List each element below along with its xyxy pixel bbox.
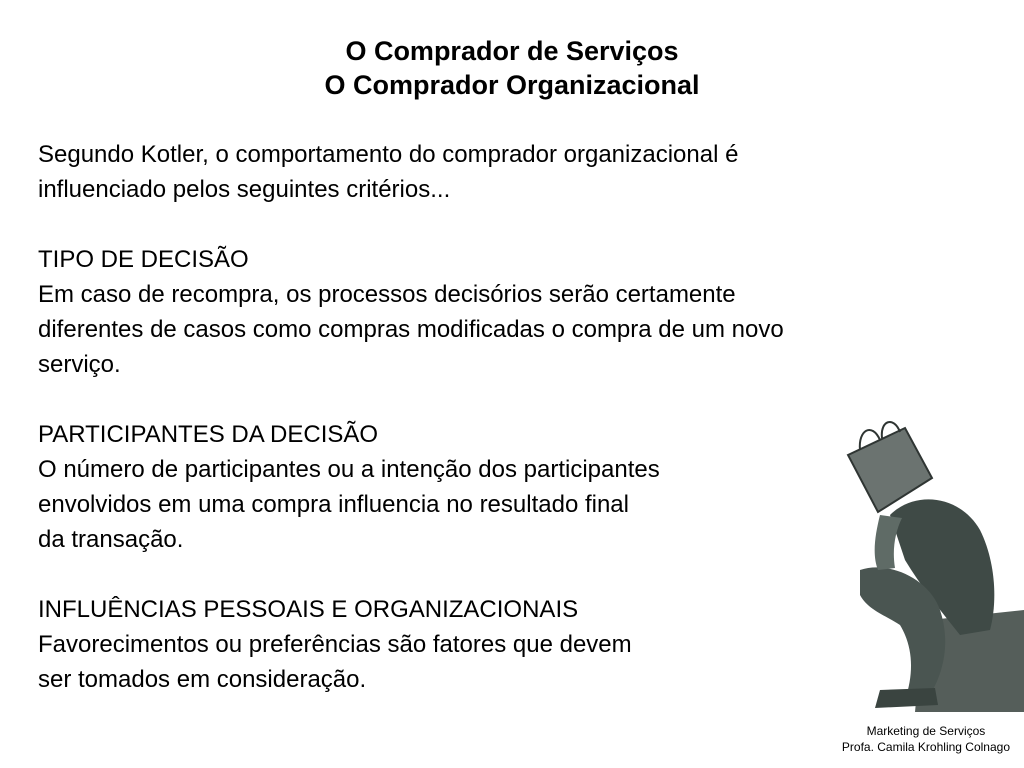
footer-course: Marketing de Serviços: [866, 724, 986, 738]
title-line-2: O Comprador Organizacional: [324, 70, 700, 100]
section-text-line: da transação.: [38, 526, 184, 553]
statue-feet: [875, 688, 938, 708]
section-tipo-decisao: [38, 242, 988, 382]
section-text-line: ser tomados em consideração.: [38, 666, 367, 693]
slide-title: [0, 34, 1024, 102]
footer-author: Profa. Camila Krohling Colnago: [841, 740, 1010, 754]
section-heading: INFLUÊNCIAS PESSOAIS E ORGANIZACIONAIS: [38, 596, 579, 623]
section-text-line: serviço.: [38, 351, 121, 378]
section-heading: PARTICIPANTES DA DECISÃO: [38, 421, 379, 448]
footer: [842, 723, 1010, 755]
intro-line-2: influenciado pelos seguintes critérios...: [38, 176, 451, 203]
intro-paragraph: [38, 137, 988, 207]
section-text-line: diferentes de casos como compras modificadas o compra de um novo: [38, 316, 784, 343]
intro-line-1: Segundo Kotler, o comportamento do comprador organizacional é: [38, 141, 739, 168]
section-text-line: envolvidos em uma compra influencia no resultado final: [38, 491, 629, 518]
section-heading: TIPO DE DECISÃO: [38, 246, 249, 273]
section-text-line: Em caso de recompra, os processos decisórios serão certamente: [38, 281, 736, 308]
thinker-statue-image: [820, 420, 1024, 712]
section-text-line: Favorecimentos ou preferências são fatores que devem: [38, 631, 632, 658]
statue-arm: [875, 515, 902, 570]
title-line-1: O Comprador de Serviços: [345, 36, 679, 66]
section-text-line: O número de participantes ou a intenção dos participantes: [38, 456, 660, 483]
